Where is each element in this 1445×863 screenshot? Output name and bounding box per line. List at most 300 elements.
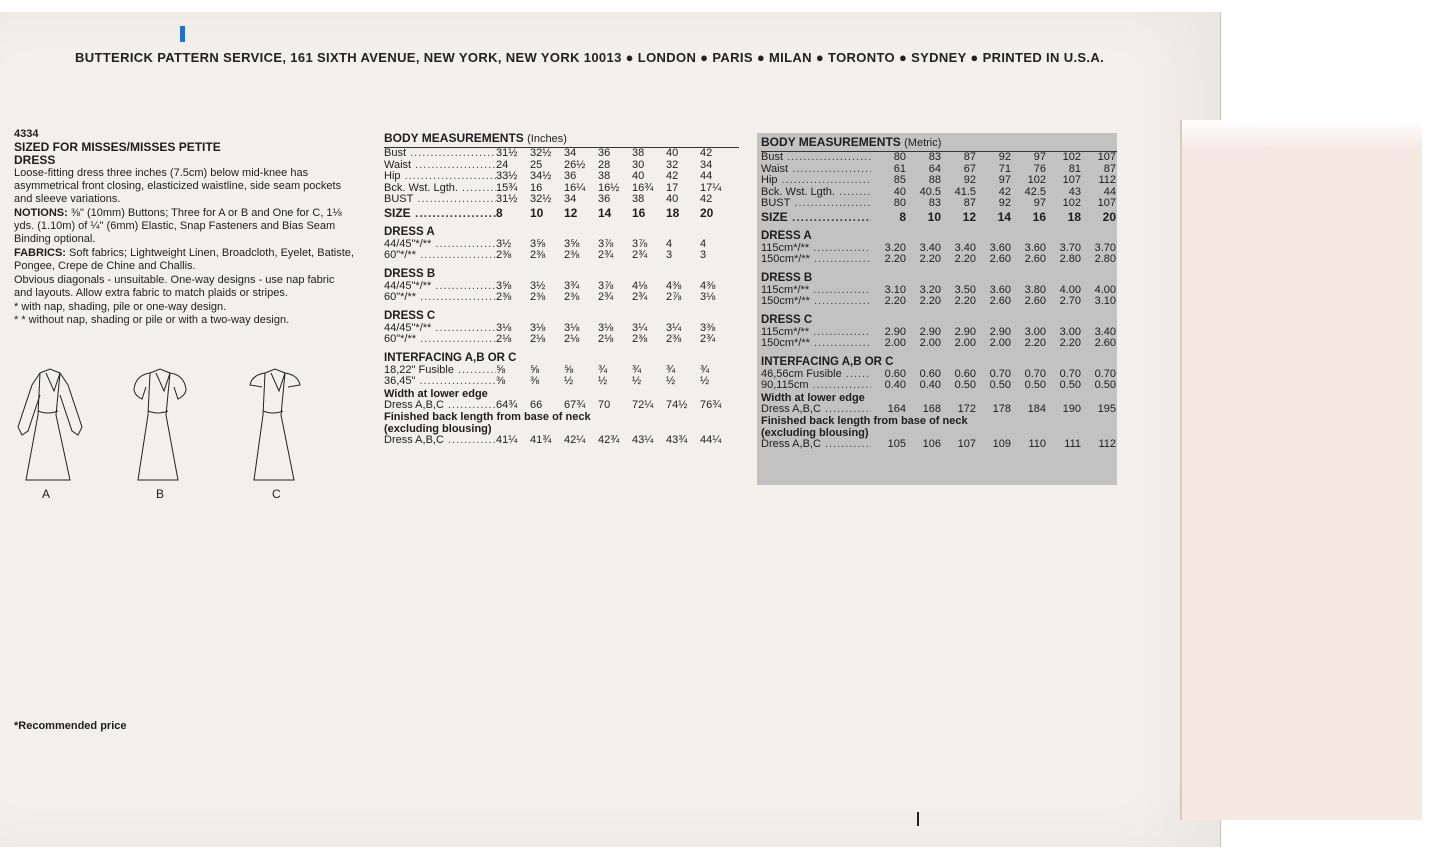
width-title: Width at lower edge xyxy=(761,391,865,404)
table-cell: 3.10 xyxy=(884,283,906,296)
row-label: 36,45" ..... xyxy=(384,376,496,388)
section-title: DRESS B xyxy=(384,267,436,280)
table-cell: 107 xyxy=(1097,197,1116,209)
table-cell: 87 xyxy=(1103,162,1116,175)
table-cell: 3.60 xyxy=(989,283,1011,296)
row-label: Dress A,B,C ..... xyxy=(384,400,496,412)
table-cell: 105 xyxy=(887,438,906,450)
table-cell: 83 xyxy=(928,151,941,163)
table-cell: 3.60 xyxy=(989,241,1011,254)
publisher-header: BUTTERICK PATTERN SERVICE, 161 SIXTH AVENUE, NEW YORK, NEW YORK 10013 ● LONDON ● PARIS ● MILAN ● TORONTO ● SYDNEY ● PRINTED IN U.S.A. xyxy=(75,50,1105,65)
table-row xyxy=(384,376,739,388)
table-cell: 3.40 xyxy=(919,241,941,254)
table-cell: 3⅛ xyxy=(598,321,614,334)
table-cell: 16 xyxy=(632,205,646,220)
table-cell: 4⅛ xyxy=(632,279,648,292)
table-cell: 16 xyxy=(530,181,543,194)
table-cell: 2.00 xyxy=(954,337,976,349)
table-cell: 2.20 xyxy=(919,295,941,307)
table-cell: 172 xyxy=(957,402,976,415)
table-cell: 2.20 xyxy=(884,253,906,265)
table-row xyxy=(761,152,1117,164)
table-cell: ¾ xyxy=(632,363,642,376)
table-cell: 164 xyxy=(887,402,906,415)
table-cell: 14 xyxy=(598,205,612,220)
table-cell: ½ xyxy=(700,375,710,387)
table-cell: ½ xyxy=(598,375,608,387)
table-cell: 106 xyxy=(922,438,941,450)
table-cell: 92 xyxy=(998,151,1011,163)
back-length-title: Finished back length from base of neck xyxy=(384,411,591,423)
table-cell: 67 xyxy=(963,162,976,175)
table-cell: 10 xyxy=(530,205,544,220)
table-cell: 97 xyxy=(1033,151,1046,163)
table-cell: 102 xyxy=(1062,151,1081,163)
table-cell: ⅝ xyxy=(564,363,574,376)
table-cell: 102 xyxy=(1062,197,1081,209)
table-cell: 0.50 xyxy=(1024,379,1046,391)
table-cell: ½ xyxy=(632,375,642,387)
table-cell: 0.50 xyxy=(954,379,976,391)
description-column xyxy=(14,128,354,327)
row-label: 150cm*/** ..... xyxy=(761,254,871,266)
table-cell: 2.60 xyxy=(989,295,1011,307)
notions-text: NOTIONS: ⅜" (10mm) Buttons; Three for A or B and One for C, 1⅛ yds. (1.10m) of ¼" (6mm) Elastic, Snap Fasteners and Bias Seam Binding optional. xyxy=(14,207,342,245)
table-cell: 2.90 xyxy=(919,325,941,338)
row-label: SIZE ..... xyxy=(761,210,871,224)
table-cell: 43 xyxy=(1068,185,1081,198)
table-cell: 3 xyxy=(700,249,707,261)
table-cell: ¾ xyxy=(598,363,608,376)
footnote-without-nap: * * without nap, shading or pile or with a two-way design. xyxy=(14,314,290,326)
table-cell: 42 xyxy=(998,185,1011,198)
table-cell: 25 xyxy=(530,158,543,171)
table-cell: 3.70 xyxy=(1094,241,1116,254)
row-label: 44/45"*/** ..... xyxy=(384,281,496,293)
table-cell: 3.60 xyxy=(1024,241,1046,254)
table-row xyxy=(761,175,1117,187)
table-cell: 0.70 xyxy=(1059,367,1081,380)
table-cell: 3⅝ xyxy=(564,237,580,250)
table-cell: 3.80 xyxy=(1024,283,1046,296)
table-cell: 16 xyxy=(1032,209,1046,224)
table-cell: 107 xyxy=(1097,151,1116,163)
garment-title: DRESS xyxy=(14,153,56,167)
table-cell: 0.70 xyxy=(1094,367,1116,380)
table-cell: 12 xyxy=(564,205,578,220)
table-cell: 15¾ xyxy=(496,181,518,194)
table-cell: 85 xyxy=(893,174,906,186)
table-cell: 3.40 xyxy=(1094,325,1116,338)
table-cell: ½ xyxy=(666,375,676,387)
row-label: 60"*/** ..... xyxy=(384,334,496,346)
row-label: Waist ..... xyxy=(384,160,496,172)
table-cell: 3⅜ xyxy=(700,321,716,334)
table-cell: 92 xyxy=(963,174,976,186)
table-cell: ⅝ xyxy=(530,363,540,376)
table-cell: 97 xyxy=(1033,197,1046,209)
view-label-a: A xyxy=(42,487,51,501)
back-length-subtitle: (excluding blousing) xyxy=(384,423,492,435)
table-cell: 42 xyxy=(700,147,713,159)
table-row xyxy=(384,206,739,220)
table-cell: 2⅜ xyxy=(496,249,512,261)
table-cell: 2.70 xyxy=(1059,295,1081,307)
table-cell: ⅝ xyxy=(496,363,506,376)
table-cell: 40.5 xyxy=(919,185,941,198)
table-cell: 4⅜ xyxy=(666,279,682,292)
table-cell: 32½ xyxy=(530,193,552,205)
row-label: Bust ..... xyxy=(384,148,496,160)
view-sketches xyxy=(10,365,330,505)
table-cell: ¾ xyxy=(700,363,710,376)
table-cell: 33½ xyxy=(496,170,518,182)
table-cell: 2.20 xyxy=(919,253,941,265)
table-cell: 76 xyxy=(1033,162,1046,175)
recommended-price-note: *Recommended price xyxy=(14,720,127,732)
sizing-line: SIZED FOR MISSES/MISSES PETITE xyxy=(14,140,221,154)
table-cell: 87 xyxy=(963,197,976,209)
back-length-title: Finished back length from base of neck xyxy=(761,415,968,427)
row-label: Dress A,B,C ..... xyxy=(761,404,871,416)
row-label: 44/45"*/** ..... xyxy=(384,323,496,335)
table-cell: 4 xyxy=(666,237,673,250)
table-cell: 2.60 xyxy=(1024,295,1046,307)
table-cell: 12 xyxy=(962,209,976,224)
row-label: Dress A,B,C ..... xyxy=(761,439,871,451)
table-cell: 2⅜ xyxy=(496,291,512,303)
table-cell: 0.60 xyxy=(884,367,906,380)
table-cell: 195 xyxy=(1097,402,1116,415)
table-cell: 34 xyxy=(564,193,577,205)
table-row xyxy=(384,334,739,346)
table-cell: 2.20 xyxy=(1024,337,1046,349)
table-cell: 3⅛ xyxy=(564,321,580,334)
row-label: 46,56cm Fusible ..... xyxy=(761,369,871,381)
table-cell: 3.40 xyxy=(954,241,976,254)
table-cell: 40 xyxy=(666,193,679,205)
table-cell: 34 xyxy=(564,147,577,159)
row-label: 60"*/** ..... xyxy=(384,250,496,262)
table-cell: 3 xyxy=(666,249,673,261)
table-cell: 40 xyxy=(632,170,645,182)
table-cell: 190 xyxy=(1062,402,1081,415)
section-title: DRESS A xyxy=(761,229,812,242)
inch-table-body xyxy=(384,148,739,447)
table-cell: 2¾ xyxy=(700,333,716,345)
table-cell: 88 xyxy=(928,174,941,186)
row-label: 115cm*/** ..... xyxy=(761,327,871,339)
table-cell: 178 xyxy=(992,402,1011,415)
envelope-flap xyxy=(1180,120,1422,820)
table-cell: 16¼ xyxy=(564,181,586,194)
table-cell: 36 xyxy=(598,147,611,159)
table-cell: 74½ xyxy=(666,398,688,411)
table-cell: 0.60 xyxy=(919,367,941,380)
row-label: SIZE ..... xyxy=(384,206,496,220)
inch-table-title: BODY MEASUREMENTS (Inches) xyxy=(384,131,567,145)
table-cell: 184 xyxy=(1027,402,1046,415)
table-cell: 0.50 xyxy=(1094,379,1116,391)
table-cell: 34 xyxy=(700,158,713,171)
table-cell: 43¾ xyxy=(666,434,688,446)
back-length-subtitle: (excluding blousing) xyxy=(761,427,869,439)
table-cell: 20 xyxy=(700,205,714,220)
table-cell: 97 xyxy=(998,174,1011,186)
table-cell: 3½ xyxy=(530,279,546,292)
table-cell: 70 xyxy=(598,398,611,411)
table-row xyxy=(384,148,739,160)
table-cell: 2⅜ xyxy=(632,333,648,345)
table-cell: 80 xyxy=(893,151,906,163)
table-cell: 3⅞ xyxy=(598,279,614,292)
section-title: DRESS A xyxy=(384,225,435,238)
footnote-nap: * with nap, shading, pile or one-way design. xyxy=(14,301,227,313)
table-cell: 2¾ xyxy=(598,249,614,261)
table-cell: 0.40 xyxy=(919,379,941,391)
table-cell: 3¾ xyxy=(564,279,580,292)
table-cell: 3⅞ xyxy=(632,237,648,250)
table-cell: 8 xyxy=(496,205,503,220)
row-label: 115cm*/** ..... xyxy=(761,285,871,297)
table-cell: 3.00 xyxy=(1024,325,1046,338)
inch-measurement-table xyxy=(384,131,739,447)
table-cell: 112 xyxy=(1098,174,1116,186)
table-cell: 66 xyxy=(530,398,543,411)
table-cell: 4.00 xyxy=(1059,283,1081,296)
table-row xyxy=(761,338,1117,350)
row-label: Dress A,B,C ..... xyxy=(384,435,496,447)
metric-table-body xyxy=(761,152,1117,451)
table-cell: 20 xyxy=(1102,209,1116,224)
table-cell: 41.5 xyxy=(954,185,976,198)
table-row xyxy=(761,198,1117,210)
table-cell: 36 xyxy=(598,193,611,205)
metric-measurement-table xyxy=(757,133,1117,485)
table-cell: 2.60 xyxy=(1094,337,1116,349)
table-cell: 3.20 xyxy=(919,283,941,296)
table-cell: 4 xyxy=(700,237,707,250)
table-cell: 2⅛ xyxy=(598,333,614,345)
table-row xyxy=(761,380,1117,392)
table-cell: 3½ xyxy=(496,237,512,250)
table-cell: 71 xyxy=(998,162,1011,175)
table-cell: 2.20 xyxy=(1059,337,1081,349)
table-cell: 44 xyxy=(1103,185,1116,198)
table-cell: 17 xyxy=(666,181,679,194)
table-cell: 36 xyxy=(564,170,577,182)
table-cell: ⅜ xyxy=(496,375,506,387)
table-cell: 2⅜ xyxy=(530,291,546,303)
table-cell: 92 xyxy=(998,197,1011,209)
view-label-c: C xyxy=(272,487,281,501)
table-cell: 2.00 xyxy=(884,337,906,349)
table-cell: 2.60 xyxy=(989,253,1011,265)
table-cell: 83 xyxy=(928,197,941,209)
tick-mark xyxy=(917,812,919,826)
table-cell: 42 xyxy=(700,193,713,205)
table-cell: 2¾ xyxy=(632,249,648,261)
table-row xyxy=(384,239,739,251)
table-cell: 2⅜ xyxy=(666,333,682,345)
table-cell: 0.50 xyxy=(989,379,1011,391)
table-cell: 18 xyxy=(666,205,680,220)
table-cell: 4.00 xyxy=(1094,283,1116,296)
table-cell: 0.40 xyxy=(884,379,906,391)
table-cell: 28 xyxy=(598,158,611,171)
table-cell: 3.70 xyxy=(1059,241,1081,254)
row-label: Bck. Wst. Lgth. ..... xyxy=(384,183,496,195)
table-row xyxy=(384,250,739,262)
table-cell: 42¾ xyxy=(598,434,620,446)
row-label: 60"*/** ..... xyxy=(384,292,496,304)
table-cell: 42 xyxy=(666,170,679,182)
table-row xyxy=(384,160,739,172)
table-cell: 16½ xyxy=(598,181,620,194)
table-cell: 14 xyxy=(997,209,1011,224)
table-cell: 3⅝ xyxy=(530,237,546,250)
table-cell: 31½ xyxy=(496,193,518,205)
blue-mark xyxy=(180,26,185,42)
table-cell: 38 xyxy=(598,170,611,182)
row-label: Bck. Wst. Lgth. ..... xyxy=(761,187,871,199)
table-cell: 0.60 xyxy=(954,367,976,380)
table-cell: 17¼ xyxy=(700,181,722,194)
table-cell: 2¾ xyxy=(598,291,614,303)
table-cell: 64¾ xyxy=(496,398,518,411)
table-cell: 76¾ xyxy=(700,398,722,411)
table-cell: 2.20 xyxy=(954,253,976,265)
section-title: DRESS B xyxy=(761,271,813,284)
table-cell: 61 xyxy=(893,162,906,175)
table-cell: 3¼ xyxy=(666,321,682,334)
table-cell: 2.20 xyxy=(954,295,976,307)
table-cell: 2⅜ xyxy=(530,249,546,261)
description-text: Loose-fitting dress three inches (7.5cm) below mid-knee has asymmetrical front closing, elasticized waistline, side seam pockets and sleeve variations. xyxy=(14,167,342,205)
table-cell: 38 xyxy=(632,147,645,159)
table-cell: 107 xyxy=(957,438,976,450)
row-label: 90,115cm ..... xyxy=(761,380,871,392)
table-cell: 2⅛ xyxy=(496,333,512,345)
fabrics-text: FABRICS: Soft fabrics; Lightweight Linen, Broadcloth, Eyelet, Batiste, Pongee, Crepe de Chine and Challis. xyxy=(14,247,354,272)
row-label: 18,22" Fusible ..... xyxy=(384,365,496,377)
section-title: DRESS C xyxy=(384,309,436,322)
row-label: Hip ..... xyxy=(384,171,496,183)
table-cell: 102 xyxy=(1027,174,1046,186)
row-label: Bust ..... xyxy=(761,152,871,164)
table-cell: 0.70 xyxy=(1024,367,1046,380)
row-label: Waist ..... xyxy=(761,164,871,176)
table-cell: 72¼ xyxy=(632,398,654,411)
table-cell: 41¾ xyxy=(530,434,552,446)
table-cell: 30 xyxy=(632,158,645,171)
table-cell: 2¾ xyxy=(632,291,648,303)
table-cell: 3⅞ xyxy=(598,237,614,250)
table-row xyxy=(384,292,739,304)
table-cell: 81 xyxy=(1068,162,1081,175)
width-title: Width at lower edge xyxy=(384,387,488,400)
table-cell: 2.20 xyxy=(884,295,906,307)
table-row xyxy=(384,400,739,412)
table-row xyxy=(384,183,739,195)
table-cell: 24 xyxy=(496,158,509,171)
table-cell: 44 xyxy=(700,170,713,182)
table-cell: 2⅜ xyxy=(564,291,580,303)
row-label: 150cm*/** ..... xyxy=(761,338,871,350)
table-cell: 3.20 xyxy=(884,241,906,254)
table-row xyxy=(761,254,1117,266)
table-cell: 2.00 xyxy=(919,337,941,349)
table-cell: 2.90 xyxy=(989,325,1011,338)
metric-table-title: BODY MEASUREMENTS (Metric) xyxy=(761,135,942,149)
table-cell: 110 xyxy=(1028,438,1046,450)
table-row xyxy=(761,296,1117,308)
table-cell: 8 xyxy=(899,209,906,224)
table-cell: 2.90 xyxy=(954,325,976,338)
table-cell: ¾ xyxy=(666,363,676,376)
table-cell: 168 xyxy=(922,402,941,415)
table-cell: 3.10 xyxy=(1094,295,1116,307)
table-cell: 2⅛ xyxy=(564,333,580,345)
table-cell: 3⅛ xyxy=(700,291,716,303)
row-label: 115cm*/** ..... xyxy=(761,243,871,255)
table-cell: 0.50 xyxy=(1059,379,1081,391)
table-cell: 2.00 xyxy=(989,337,1011,349)
table-row xyxy=(384,171,739,183)
table-cell: 2⅛ xyxy=(530,333,546,345)
table-cell: 43¼ xyxy=(632,434,654,446)
table-cell: 3⅛ xyxy=(496,321,512,334)
table-row xyxy=(384,281,739,293)
table-row xyxy=(761,404,1117,416)
dress-line-drawings xyxy=(10,365,330,485)
table-cell: 2.60 xyxy=(1024,253,1046,265)
table-cell: 42.5 xyxy=(1024,185,1046,198)
table-cell: 10 xyxy=(927,209,941,224)
table-cell: 40 xyxy=(893,185,906,198)
table-cell: 107 xyxy=(1062,174,1081,186)
table-cell: 2.90 xyxy=(884,325,906,338)
table-row xyxy=(761,210,1117,224)
table-cell: 87 xyxy=(963,151,976,163)
table-cell: 2.80 xyxy=(1059,253,1081,265)
table-row xyxy=(384,435,739,447)
table-cell: 3⅛ xyxy=(530,321,546,334)
row-label: BUST ..... xyxy=(761,198,871,210)
table-cell: ½ xyxy=(564,375,574,387)
table-cell: 80 xyxy=(893,197,906,209)
table-cell: 40 xyxy=(666,147,679,159)
diagonals-text: Obvious diagonals - unsuitable. One-way designs - use nap fabric and layouts. Allow extra fabric to match plaids or stripes. xyxy=(14,274,335,299)
view-label-b: B xyxy=(156,487,165,501)
table-cell: 112 xyxy=(1098,438,1116,450)
row-label: BUST ..... xyxy=(384,194,496,206)
table-cell: 2⅞ xyxy=(666,291,682,303)
section-title: INTERFACING A,B OR C xyxy=(761,355,894,368)
table-cell: 44¼ xyxy=(700,434,722,446)
table-cell: 111 xyxy=(1064,438,1081,450)
table-cell: 67¾ xyxy=(564,398,586,411)
table-cell: 3¼ xyxy=(632,321,648,334)
table-row xyxy=(384,365,739,377)
row-label: Hip ..... xyxy=(761,175,871,187)
table-cell: 18 xyxy=(1067,209,1081,224)
table-cell: 42¼ xyxy=(564,434,586,446)
table-cell: 32 xyxy=(666,158,679,171)
table-cell: 0.70 xyxy=(989,367,1011,380)
table-cell: 34½ xyxy=(530,170,552,182)
table-row xyxy=(761,439,1117,451)
